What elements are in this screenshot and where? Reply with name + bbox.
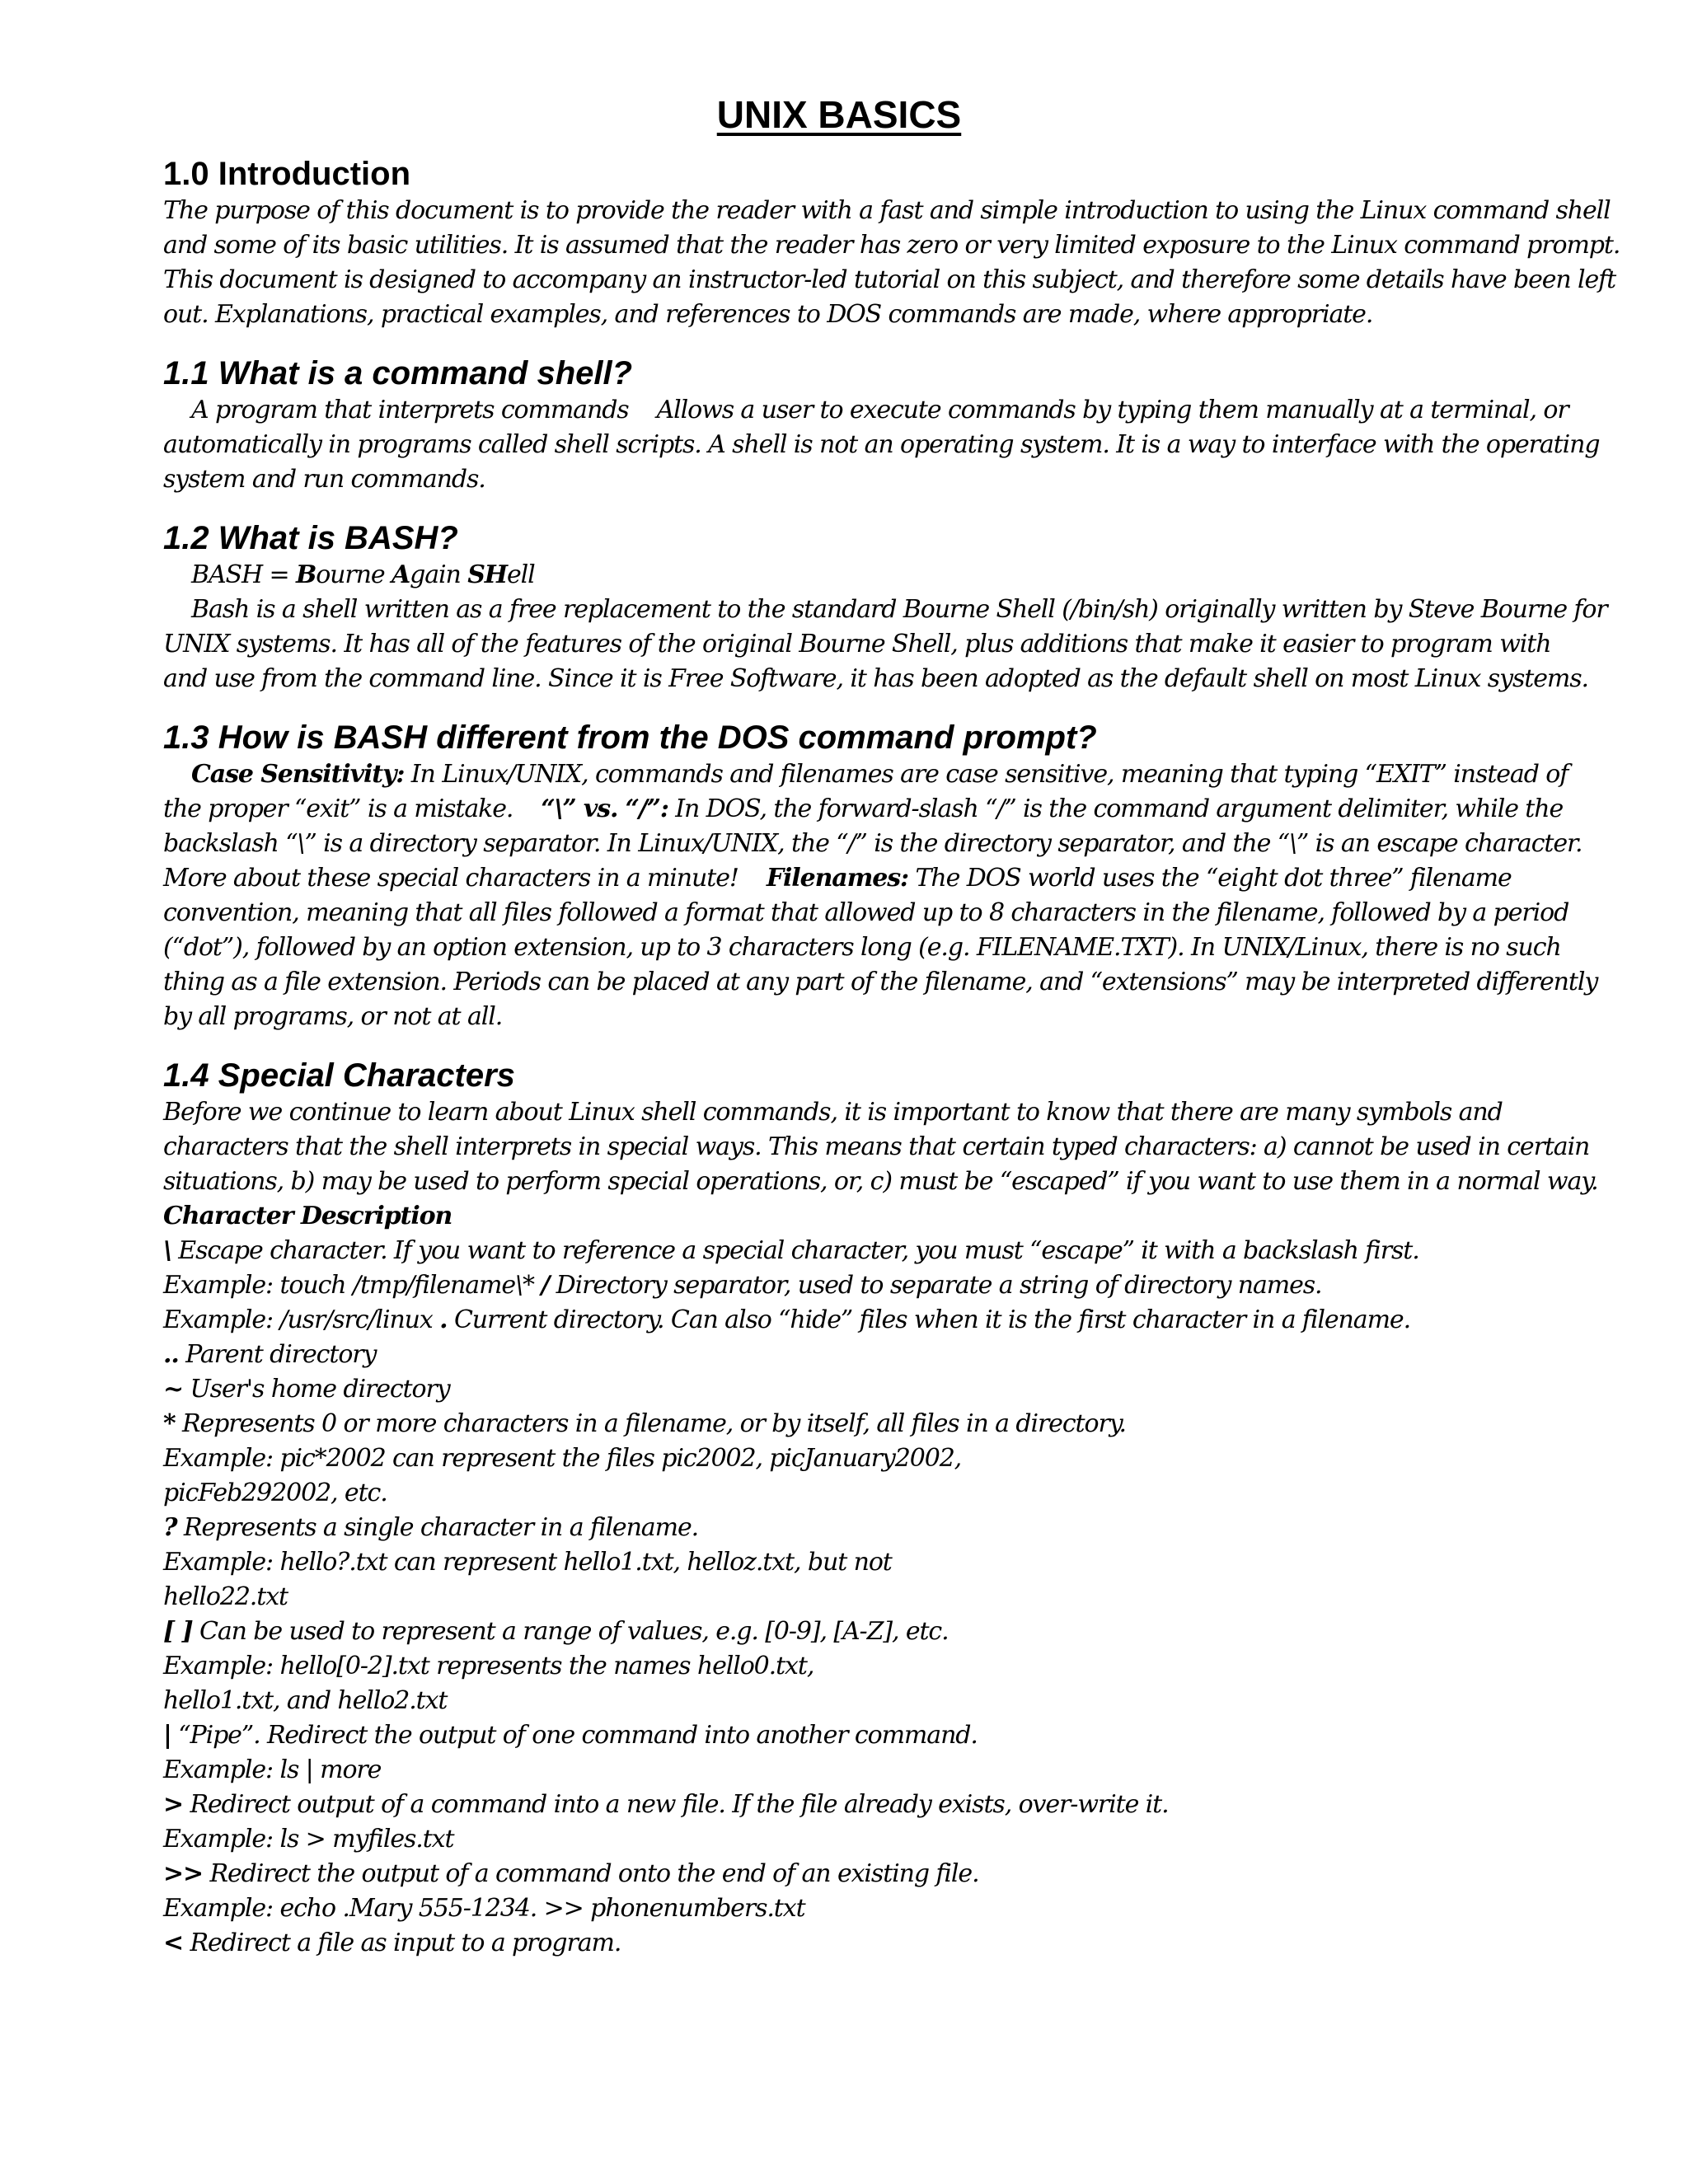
char-row-redirect-in (163, 1926, 1515, 1961)
shell-line-2: automatically in programs called shell scripts. A shell is not an operating system. It is a way to interface with the operating (163, 430, 1600, 460)
char-symbol: ? (163, 1513, 177, 1543)
char-example-line: hello22.txt (163, 1582, 288, 1612)
filenames-label: Filenames: (766, 864, 909, 893)
dos-line-3: backslash “\” is a directory separator. In Linux/UNIX, the “/” is the directory separator, and the “\” is an escape character. (163, 829, 1582, 859)
section-command-shell (163, 354, 1600, 497)
char-example-line: Example: hello[0-2].txt represents the names hello0.txt, (163, 1652, 814, 1681)
dos-line-2-part-b: In DOS, the forward-slash “/” is the command argument delimiter, while the (668, 794, 1564, 824)
char-example: Example: touch /tmp/filename\* (163, 1271, 542, 1301)
char-description: Directory separator, used to separate a string of directory names. (549, 1271, 1322, 1301)
char-example-line: picFeb292002, etc. (163, 1479, 387, 1508)
case-sensitivity-text: In Linux/UNIX, commands and filenames are case sensitive, meaning that typing “EXIT” instead of (404, 760, 1568, 790)
bash-acronym (163, 558, 1515, 593)
dos-line-4-part-a: More about these special characters in a minute! (163, 864, 738, 893)
section-heading-dos-comparison: 1.3 How is BASH different from the DOS command prompt? (163, 719, 1097, 757)
dos-line-8: by all programs, or not at all. (163, 1002, 503, 1032)
char-description: Escape character. If you want to reference a special character, you must “escape” it with a backslash first. (171, 1236, 1419, 1266)
char-row-brackets (163, 1615, 1515, 1649)
char-description: Represents 0 or more characters in a filename, or by itself, all files in a directory. (175, 1409, 1126, 1439)
intro-line-4: out. Explanations, practical examples, and references to DOS commands are made, where appropriate. (163, 300, 1373, 330)
shell-line-1 (163, 393, 1568, 428)
section-heading-special-characters: 1.4 Special Characters (163, 1057, 515, 1094)
char-symbol: * (163, 1409, 176, 1439)
char-symbol: / (541, 1271, 550, 1301)
bash-acronym-prefix: BASH = (191, 560, 296, 590)
dos-line-2 (163, 792, 1564, 827)
char-row-slash (163, 1268, 1515, 1303)
char-description: Current directory. Can also “hide” files when it is the first character in a filename. (447, 1305, 1411, 1335)
bash-acronym-word-2: gain (410, 560, 468, 590)
section-heading-command-shell: 1.1 What is a command shell? (163, 355, 633, 392)
char-description: Represents a single character in a filename. (176, 1513, 699, 1543)
dos-line-7: thing as a file extension. Periods can be placed at any part of the filename, and “extensions” may be interpreted differently (163, 968, 1598, 997)
special-intro-line-2: characters that the shell interprets in special ways. This means that certain typed characters: a) cannot be used in certain (163, 1132, 1590, 1162)
bash-line-1: Bash is a shell written as a free replacement to the standard Bourne Shell (/bin/sh) originally written by Steve Bourne for (191, 595, 1607, 625)
dos-line-1 (163, 757, 1568, 792)
intro-line-1: The purpose of this document is to provide the reader with a fast and simple introduction to using the Linux command shell (163, 196, 1611, 226)
document-page (163, 92, 1620, 1961)
char-description: User's home directory (183, 1375, 450, 1404)
bash-acronym-word-3: ell (507, 560, 535, 590)
bash-acronym-letter-a: A (391, 560, 410, 590)
dos-line-2-part-a: the proper “exit” is a mistake. (163, 794, 513, 824)
section-heading-introduction: 1.0 Introduction (163, 156, 410, 193)
dos-line-5: convention, meaning that all files followed a format that allowed up to 8 characters in the filename, followed by a period (163, 898, 1569, 928)
char-row-double-dot (163, 1338, 1515, 1372)
char-example-line: Example: pic*2002 can represent the files pic2002, picJanuary2002, (163, 1444, 962, 1474)
dos-line-6: (“dot”), followed by an option extension, up to 3 characters long (e.g. FILENAME.TXT). In UNIX/Linux, there is no such (163, 933, 1561, 963)
char-row-append (163, 1857, 1515, 1891)
char-symbol: . (439, 1305, 448, 1335)
char-symbol: [ ] (163, 1617, 193, 1647)
char-description: Redirect the output of a command onto the end of an existing file. (203, 1859, 979, 1889)
char-symbol: < (163, 1929, 184, 1958)
char-example-line: Example: ls > myfiles.txt (163, 1825, 454, 1854)
intro-line-3: This document is designed to accompany an instructor-led tutorial on this subject, and therefore some details have been left (163, 265, 1616, 295)
char-description: Can be used to represent a range of values, e.g. [0-9], [A-Z], etc. (192, 1617, 949, 1647)
section-special-characters (163, 1056, 1598, 1961)
case-sensitivity-label: Case Sensitivity: (191, 760, 405, 790)
char-symbol: | (163, 1721, 171, 1750)
char-symbol: >> (163, 1859, 204, 1889)
char-symbol: .. (163, 1340, 179, 1370)
bash-line-2: UNIX systems. It has all of the features of the original Bourne Shell, plus additions that make it easier to program with (163, 630, 1551, 659)
char-row-question (163, 1511, 1515, 1545)
section-introduction (163, 154, 1620, 332)
char-description: Redirect output of a command into a new file. If the file already exists, over-write it. (183, 1790, 1169, 1820)
section-dos-comparison (163, 718, 1598, 1034)
dos-line-4 (163, 861, 1515, 896)
section-bash (163, 518, 1607, 696)
char-row-redirect-out (163, 1788, 1515, 1822)
char-description: Parent directory (178, 1340, 377, 1370)
char-symbol: \ (163, 1236, 171, 1266)
section-heading-bash: 1.2 What is BASH? (163, 520, 458, 557)
char-symbol: ~ (163, 1375, 184, 1404)
char-row-dot (163, 1303, 1515, 1338)
char-description: Redirect a file as input to a program. (183, 1929, 621, 1958)
char-example-line: hello1.txt, and hello2.txt (163, 1686, 448, 1716)
bash-line-3: and use from the command line. Since it is Free Software, it has been adopted as the default shell on most Linux systems. (163, 664, 1588, 694)
shell-line-3: system and run commands. (163, 465, 485, 494)
slash-label: “\” vs. “/”: (541, 794, 668, 824)
shell-line-1-part-b: Allows a user to execute commands by typing them manually at a terminal, or (656, 396, 1568, 425)
char-row-pipe (163, 1718, 1515, 1753)
bash-acronym-word-1: ourne (316, 560, 392, 590)
special-intro-line-3: situations, b) may be used to perform special operations, or, c) must be “escaped” if you want to use them in a normal way. (163, 1167, 1598, 1197)
bash-acronym-letters-sh: SH (467, 560, 507, 590)
char-row-tilde (163, 1372, 1515, 1407)
shell-line-1-part-a: A program that interprets commands (191, 396, 629, 425)
char-description: “Pipe”. Redirect the output of one command into another command. (171, 1721, 978, 1750)
character-table-header: Character Description (163, 1202, 452, 1231)
char-example: Example: /usr/src/linux (163, 1305, 440, 1335)
special-intro-line-1: Before we continue to learn about Linux shell commands, it is important to know that there are many symbols and (163, 1098, 1503, 1127)
char-row-backslash (163, 1234, 1515, 1268)
char-example-line: Example: ls | more (163, 1755, 382, 1785)
char-example-line: Example: hello?.txt can represent hello1.txt, helloz.txt, but not (163, 1548, 892, 1577)
bash-acronym-letter-b: B (295, 560, 316, 590)
document-title: UNIX BASICS (716, 93, 962, 136)
intro-line-2: and some of its basic utilities. It is assumed that the reader has zero or very limited exposure to the Linux command prompt. (163, 231, 1620, 260)
dos-line-4-part-b: The DOS world uses the “eight dot three” filename (908, 864, 1512, 893)
char-example-line: Example: echo .Mary 555-1234. >> phonenumbers.txt (163, 1894, 805, 1924)
char-symbol: > (163, 1790, 184, 1820)
char-row-asterisk (163, 1407, 1515, 1441)
